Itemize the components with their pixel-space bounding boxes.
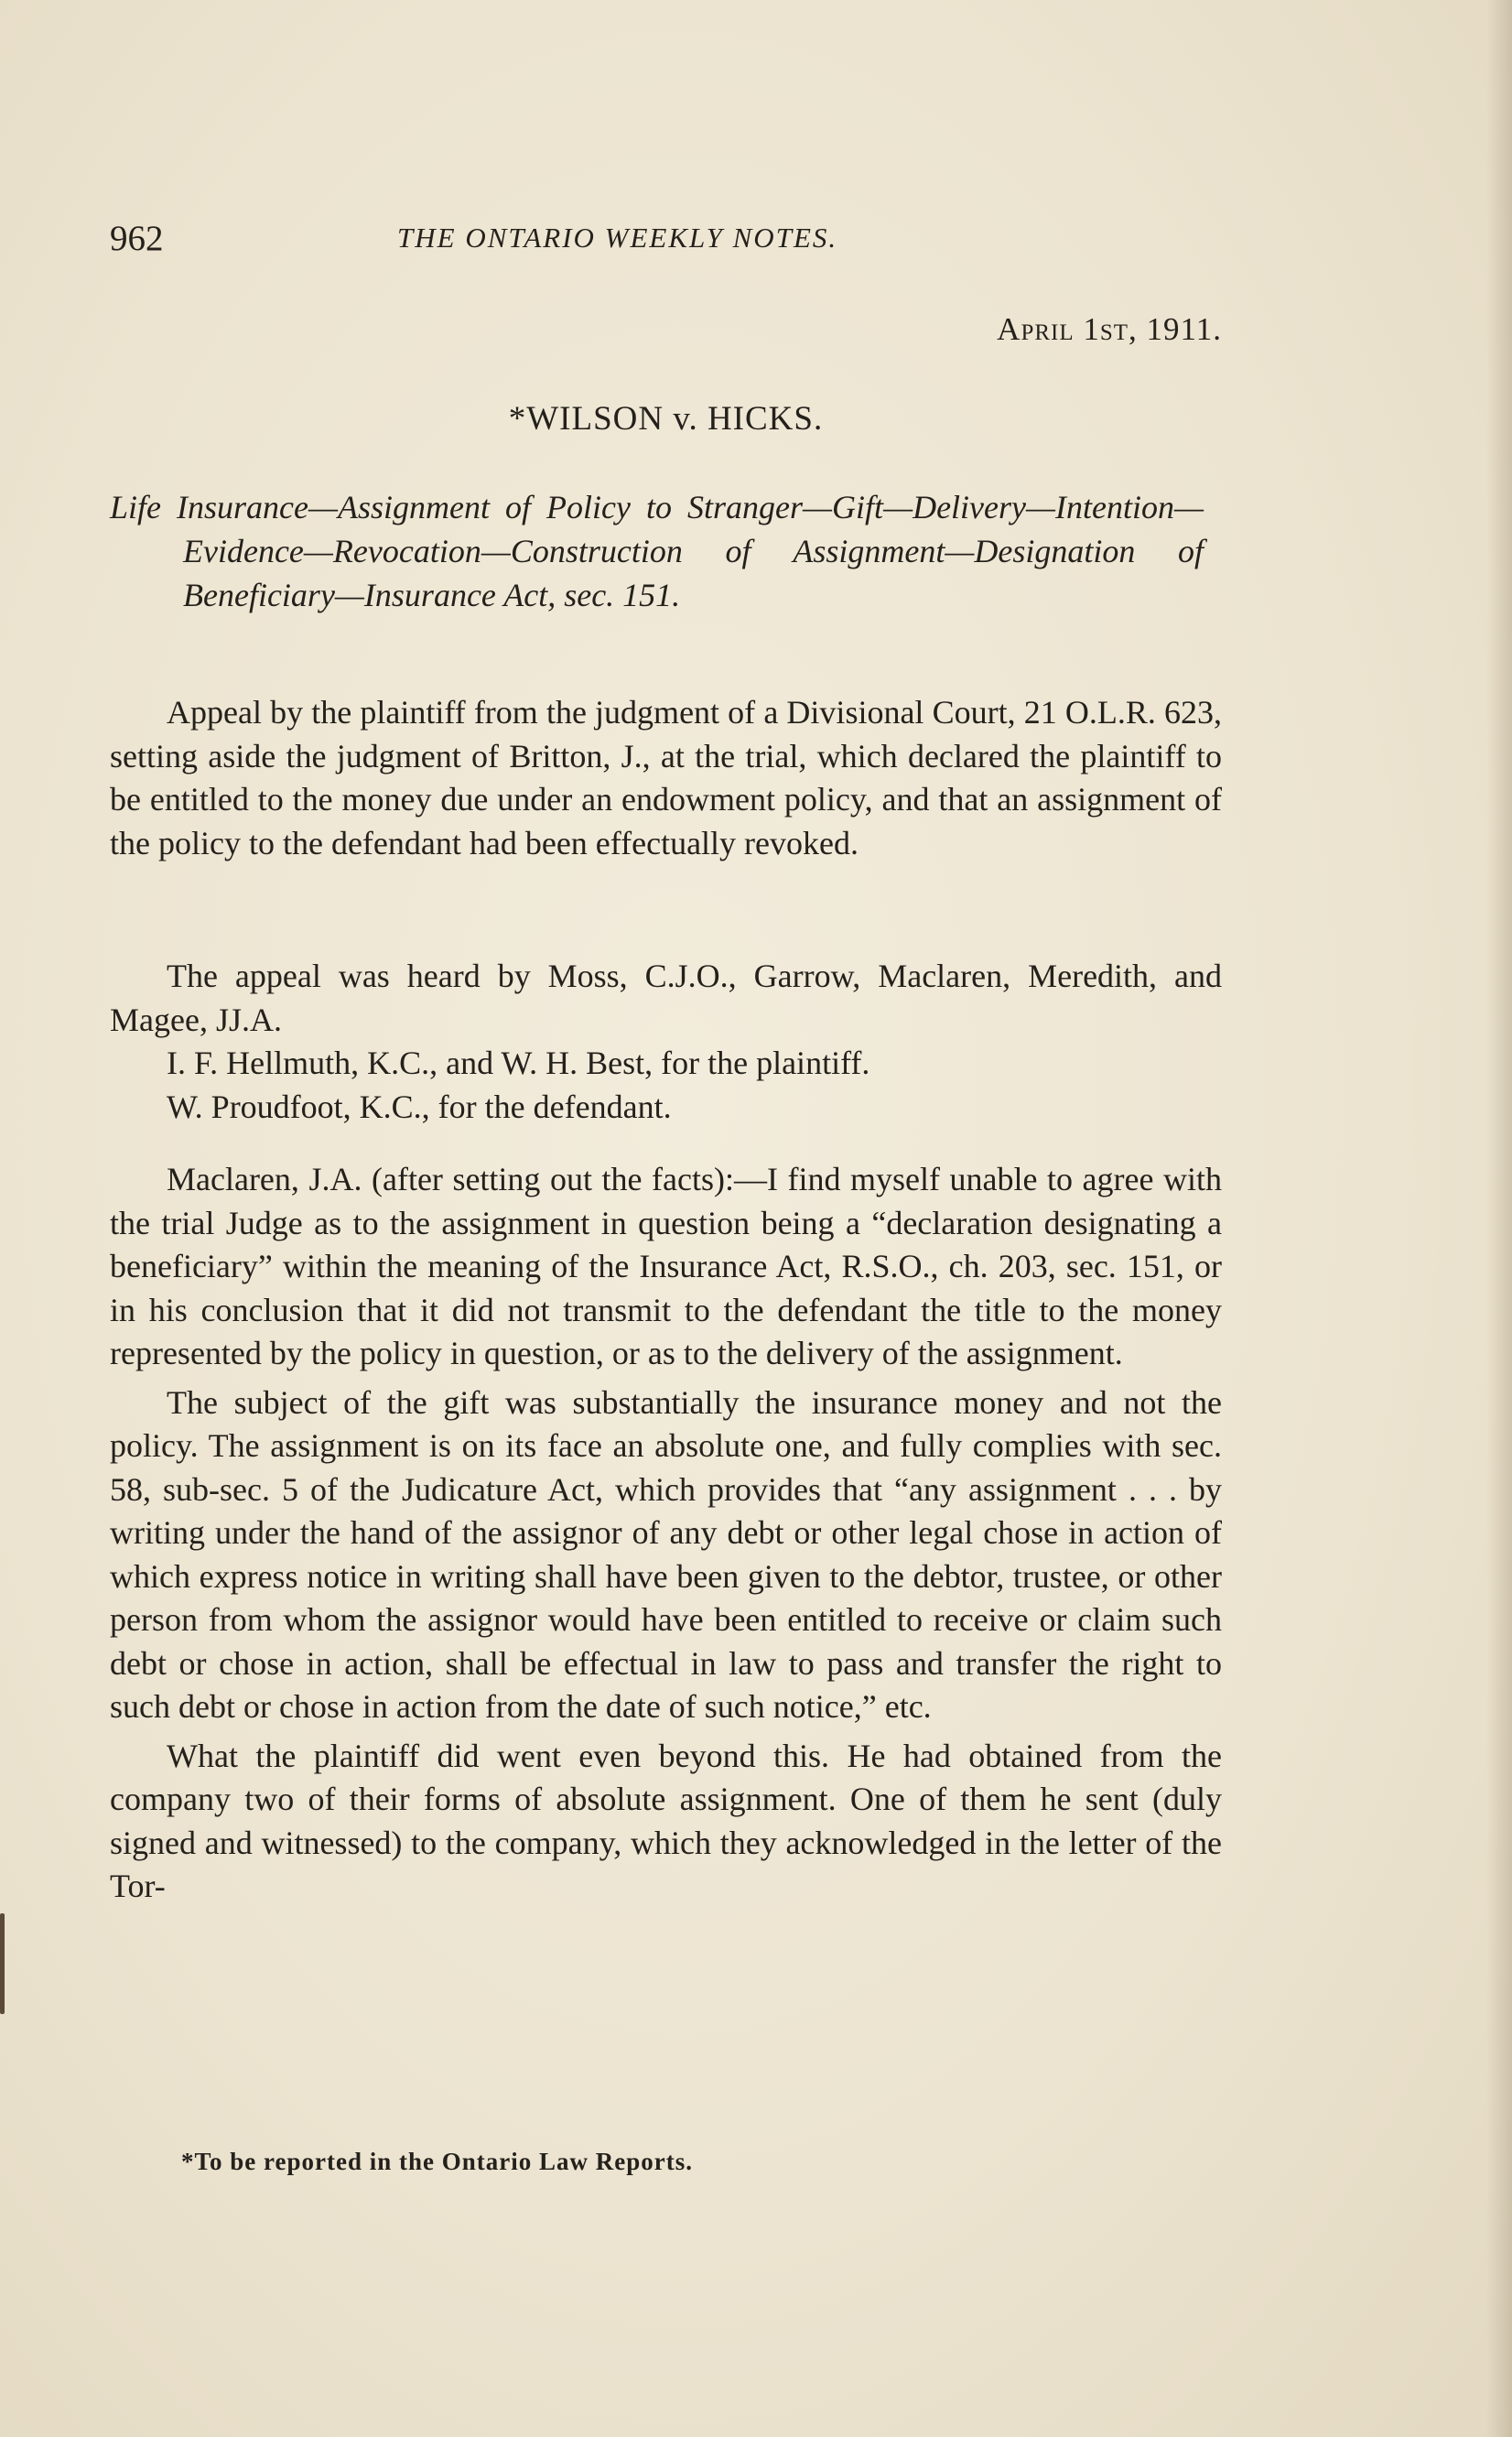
page-number: 962 [110,219,164,258]
judgment-paragraph: The subject of the gift was substantially the insurance money and not the policy. The assignment is on its face an absolute one, and fully complies with sec. 58, sub-sec. 5 of the Judicature Act, which provides that “any assignment . . . by writing under the hand of the assignor of any debt or other legal chose in action of which express notice in writing shall have been given to the debtor, trustee, or other person from whom the assignor would have been entitled to receive or claim such debt or chose in action, shall be effectual in law to pass and transfer the right to such debt or chose in action from the date of such notice,” etc. [110,1383,1222,1725]
judgment-paragraph: Maclaren, J.A. (after setting out the facts):—I find myself unable to agree with the trial Judge as to the assignment in question being a “declaration designating a beneficiary” within the meaning of the Insurance Act, R.S.O., ch. 203, sec. 151, or in his conclusion that it did not transmit to the defendant the title to the money represented by the policy in question, or as to the delivery of the assignment. [110,1161,1222,1371]
judgment-section [110,1158,1222,1909]
hearing-section [110,955,1222,1129]
heard-paragraph: The appeal was heard by Moss, C.J.O., Garrow, Maclaren, Meredith, and Magee, JJ.A. [110,958,1222,1038]
decision-date: April 1st, 1911. [997,311,1222,347]
footnote: *To be reported in the Ontario Law Reports. [181,2148,693,2175]
counsel-defendant: W. Proudfoot, K.C., for the defendant. [167,1088,672,1125]
case-title: *WILSON v. HICKS. [508,400,824,438]
running-title: THE ONTARIO WEEKLY NOTES. [397,222,838,254]
counsel-plaintiff: I. F. Hellmuth, K.C., and W. H. Best, for the plaintiff. [167,1045,870,1081]
headnote: Life Insurance—Assignment of Policy to Stranger—Gift—Delivery—Intention—Evidence—Revocation—Construction of Assignment—Designation of Beneficiary—Insurance Act, sec. 151. [110,489,1204,613]
binding-mark [0,1913,5,2014]
page-header [110,218,1222,273]
appeal-section [110,691,1222,865]
appeal-paragraph: Appeal by the plaintiff from the judgment of a Divisional Court, 21 O.L.R. 623, setting aside the judgment of Britton, J., at the trial, which declared the plaintiff to be entitled to the money due under an endowment policy, and that an assignment of the policy to the defendant had been effectually revoked. [110,694,1222,861]
page-edge-shadow [1486,0,1512,2437]
judgment-paragraph: What the plaintiff did went even beyond this. He had obtained from the company two of their forms of absolute assignment. One of them he sent (duly signed and witnessed) to the company, which they acknowledged in the letter of the Tor- [110,1737,1222,1904]
